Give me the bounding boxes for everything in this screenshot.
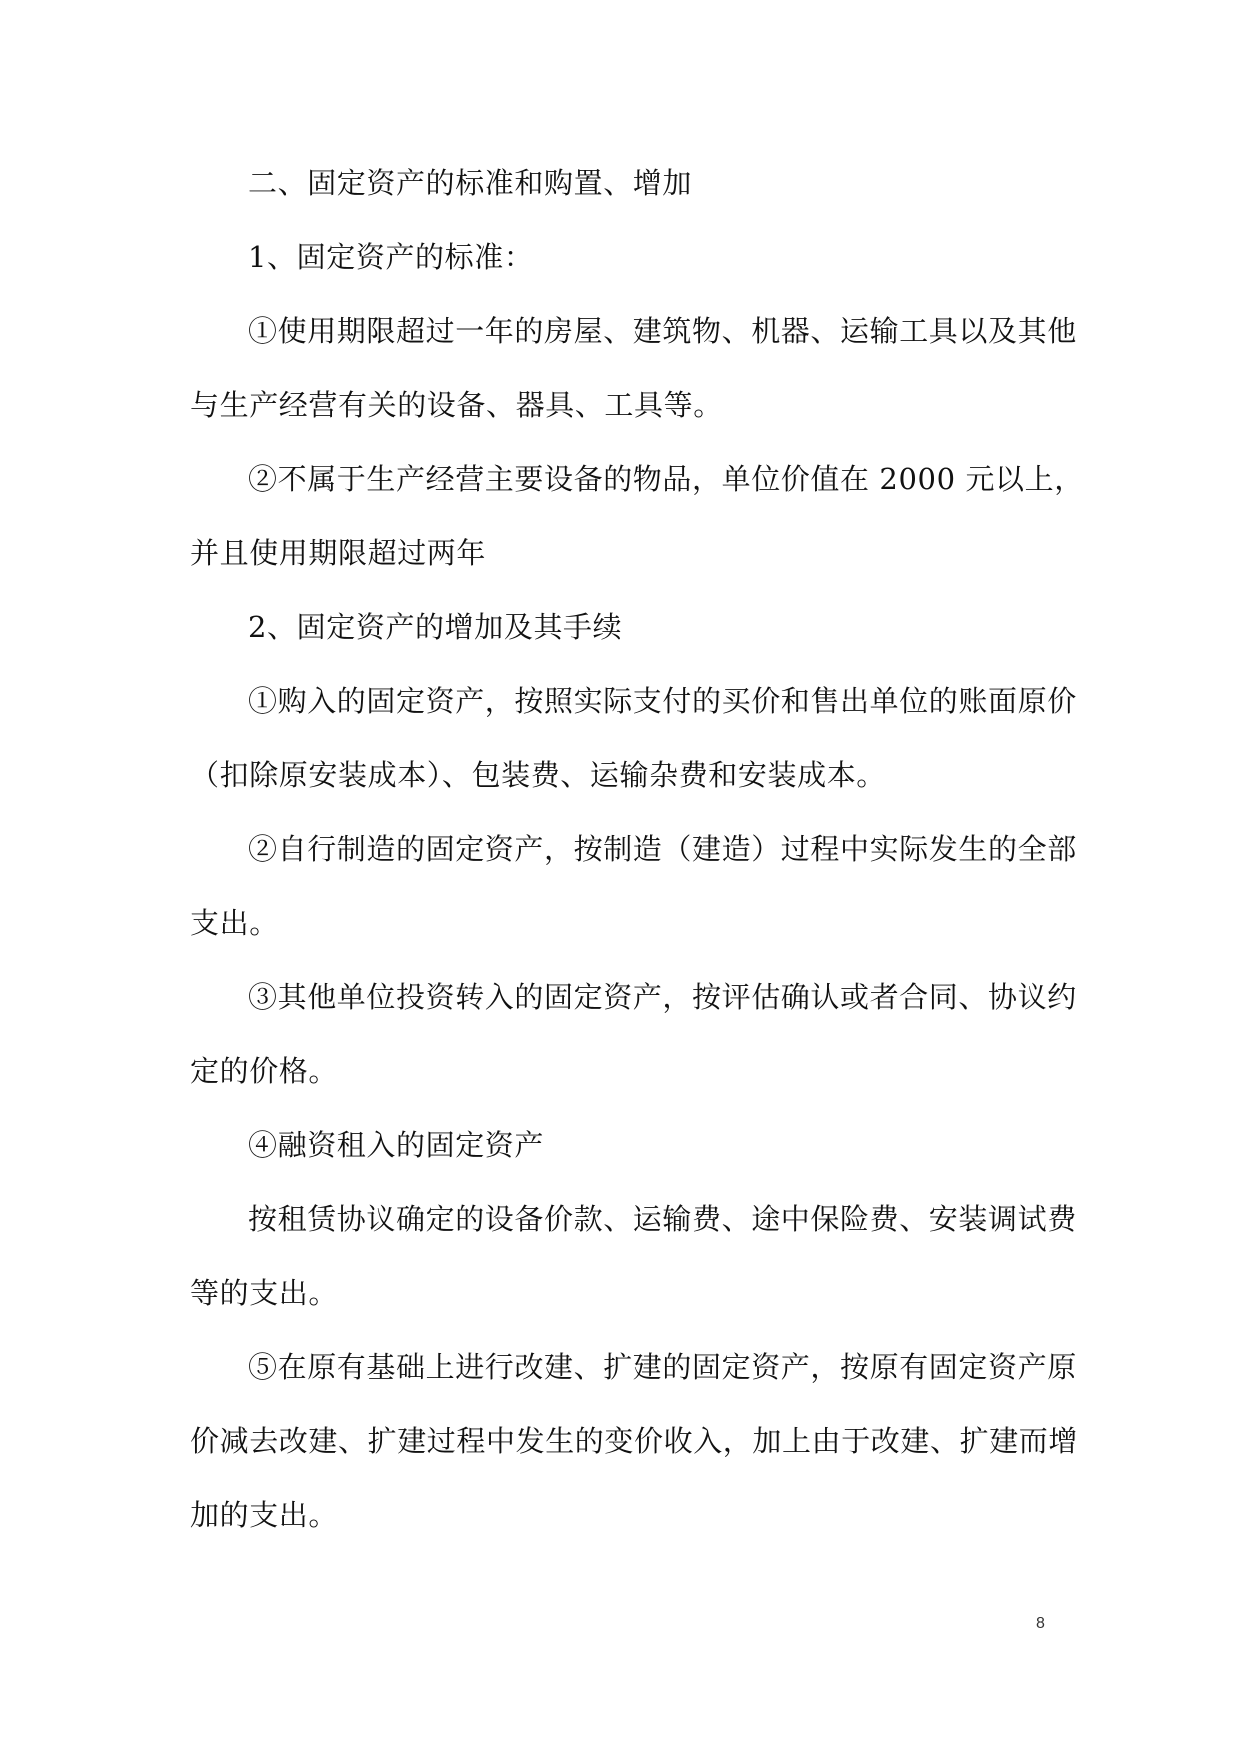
- paragraph-line: 支出。: [190, 906, 279, 940]
- paragraph-line: 加的支出。: [190, 1498, 339, 1532]
- paragraph-line: ①购入的固定资产，按照实际支付的买价和售出单位的账面原价: [248, 684, 1077, 718]
- paragraph-line: 按租赁协议确定的设备价款、运输费、途中保险费、安装调试费: [248, 1202, 1077, 1236]
- paragraph-line: 价减去改建、扩建过程中发生的变价收入，加上由于改建、扩建而增: [190, 1424, 1079, 1458]
- paragraph-line: ⑤在原有基础上进行改建、扩建的固定资产，按原有固定资产原: [248, 1350, 1077, 1384]
- section-heading: 二、固定资产的标准和购置、增加: [248, 166, 693, 200]
- document-body: [190, 146, 1084, 1552]
- paragraph-line: 并且使用期限超过两年: [190, 536, 487, 570]
- paragraph-line: 与生产经营有关的设备、器具、工具等。: [190, 388, 723, 422]
- paragraph-line: ④融资租入的固定资产: [248, 1128, 545, 1162]
- subsection-heading: 2、固定资产的增加及其手续: [248, 610, 623, 644]
- paragraph-line: ②自行制造的固定资产，按制造（建造）过程中实际发生的全部: [248, 832, 1077, 866]
- paragraph-line: ③其他单位投资转入的固定资产，按评估确认或者合同、协议约: [248, 980, 1077, 1014]
- paragraph-line: （扣除原安装成本）、包装费、运输杂费和安装成本。: [190, 758, 886, 792]
- subsection-heading: 1、固定资产的标准：: [248, 240, 534, 274]
- paragraph-line: 等的支出。: [190, 1276, 339, 1310]
- page-number: 8: [1036, 1615, 1045, 1632]
- paragraph-line: 定的价格。: [190, 1054, 339, 1088]
- paragraph-line: ①使用期限超过一年的房屋、建筑物、机器、运输工具以及其他: [248, 314, 1077, 348]
- paragraph-line: ②不属于生产经营主要设备的物品，单位价值在 2000 元以上，: [248, 462, 1084, 496]
